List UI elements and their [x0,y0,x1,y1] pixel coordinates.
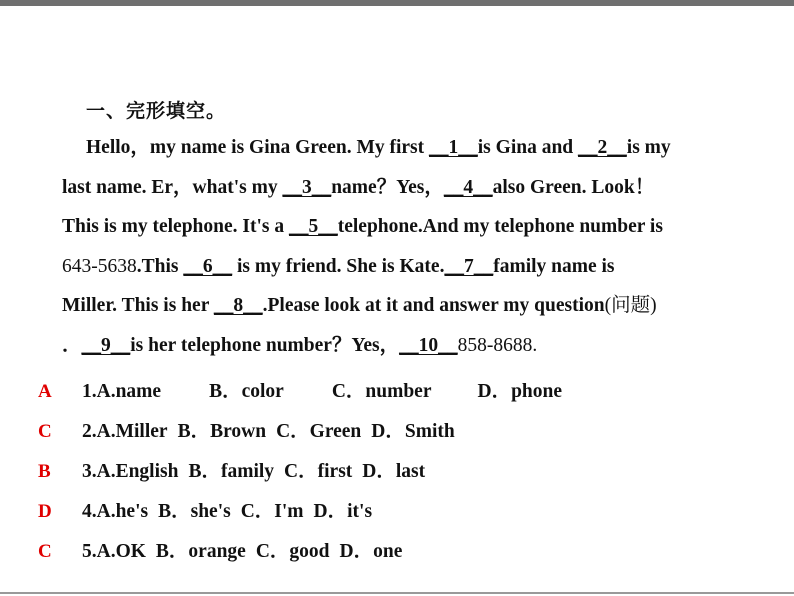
passage-text: .Please look at it and answer my question [262,295,605,316]
gloss-text: (问题) [604,295,657,316]
option-c: C．I'm [240,501,304,522]
passage-text: ． [62,334,82,356]
blank-10: __10__ [399,334,458,356]
option-d: D．phone [477,381,563,402]
option-b: B．family [188,461,275,482]
answer-choices [38,372,562,572]
passage-text: Hello，my name is Gina Green. My first [86,137,430,158]
blank-4: __4__ [443,176,493,198]
question-row-4 [38,492,562,532]
blank-2: __2__ [578,137,627,158]
passage-text: name？Yes， [331,176,444,198]
answer-key: C [38,541,52,562]
option-c: C．Green [276,421,362,442]
option-c: C．first [284,461,353,482]
option-a: 4.A.he's [82,501,149,522]
passage-text: Miller. This is her [62,295,214,316]
passage-text: is my friend. She is Kate. [232,255,445,277]
option-b: B．orange [155,541,246,562]
bottom-border [0,592,794,594]
passage-text: .This [136,255,184,277]
phone-number: 643-5638 [62,255,137,277]
passage-text: is Gina and [477,137,579,158]
option-d: D．last [362,461,426,482]
passage-text: This is my telephone. It's a [62,216,289,237]
blank-3: __3__ [282,176,332,198]
option-b: B．color [209,381,284,402]
answer-key: A [38,381,52,402]
option-a: 1.A.name [82,381,162,402]
passage-line-3 [62,207,752,247]
passage-line-5 [62,286,752,326]
option-b: B．Brown [177,421,267,442]
top-border [0,0,794,6]
passage-text: telephone.And my telephone number is [337,216,663,237]
question-row-2 [38,412,562,452]
passage-text: is her telephone number？Yes， [130,334,400,356]
option-d: D．one [339,541,403,562]
answer-key: D [38,501,52,522]
answer-key: C [38,421,52,442]
option-a: 3.A.English [82,461,179,482]
phone-number: 858-8688. [457,334,538,356]
answer-key: B [38,461,51,482]
passage-text: family name is [493,255,615,277]
cloze-passage [62,128,752,365]
blank-8: __8__ [213,295,263,316]
option-a: 5.A.OK [82,541,146,562]
passage-line-4 [62,247,752,287]
option-b: B．she's [158,501,231,522]
blank-5: __5__ [288,216,338,237]
passage-text: is my [626,137,671,158]
option-d: D．it's [313,501,373,522]
option-a: 2.A.Miller [82,421,168,442]
blank-7: __7__ [444,255,494,277]
option-d: D．Smith [371,421,455,442]
question-row-5 [38,532,562,572]
section-heading: 一、完形填空。 [86,100,227,122]
question-row-3 [38,452,562,492]
passage-text: also Green. Look！ [492,176,655,198]
passage-text: last name. Er，what's my [62,176,283,198]
blank-6: __6__ [183,255,233,277]
option-c: C．good [255,541,330,562]
question-row-1 [38,372,562,412]
passage-line-2 [62,168,752,208]
passage-line-1 [62,128,752,168]
blank-9: __9__ [81,334,131,356]
option-c: C．number [331,381,432,402]
blank-1: __1__ [429,137,478,158]
passage-line-6 [62,326,752,366]
